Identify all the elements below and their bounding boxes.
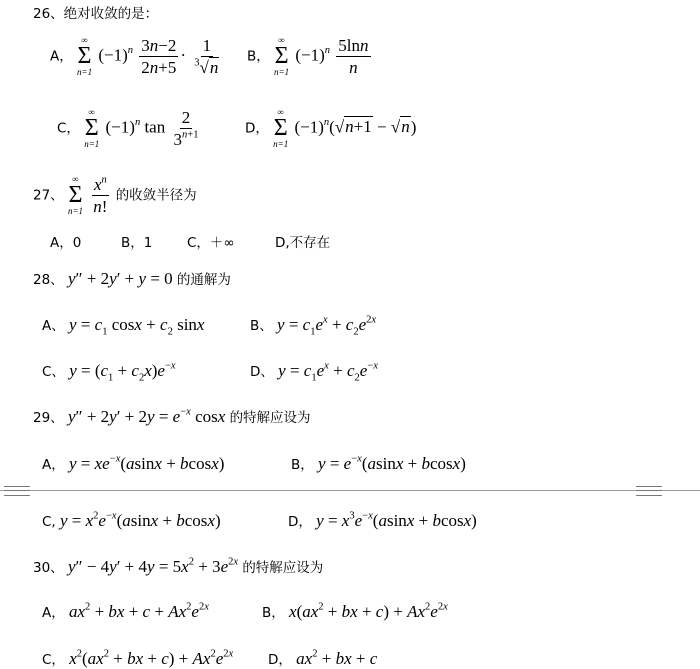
q29-stem: 29、 $y'' + 2y' + 2y = e^{-x}$ cosx 的特解应设为 bbox=[33, 406, 311, 426]
q26-option-c: C， ∞ Σ n=1 $(-1)^n$ tan $\frac{2}{3^{n+1}}$ bbox=[57, 107, 199, 149]
sum-symbol: ∞ Σ n=1 bbox=[274, 35, 290, 77]
q27-stem bbox=[33, 175, 197, 216]
sum-symbol: ∞ Σ n=1 bbox=[67, 174, 84, 216]
q30-option-d: D， $ax^2$ + bx + c bbox=[268, 648, 378, 668]
q27-option-d: D,不存在 bbox=[275, 235, 331, 251]
sum-symbol: ∞ Σ n=1 bbox=[77, 35, 93, 77]
fraction: $\frac{x^n}{n!}$ bbox=[93, 174, 108, 216]
q28-option-c: C、 $y = (c_1 + c_2x)e^{-x}$ bbox=[42, 360, 176, 384]
q26-option-a: A， ∞ Σ n=1 $(-1)^n$ $\frac{3n-2}{2n+5}$ · $\frac{1}{^3√n}$ bbox=[50, 36, 223, 77]
q29-d-label: D， bbox=[288, 514, 312, 530]
page-break-mark-right bbox=[636, 486, 662, 496]
q30-stem: 30、 $y'' - 4y' + 4y = 5x^2 + 3e^{2x}$ 的特解应设为 bbox=[33, 556, 324, 576]
sum-symbol: ∞ Σ n=1 bbox=[273, 107, 289, 149]
q27-option-c: C，＋∞ bbox=[187, 235, 235, 251]
fraction: $\frac{2}{3^{n+1}}$ bbox=[173, 107, 199, 149]
sum-symbol: ∞ Σ n=1 bbox=[84, 107, 100, 149]
q26-option-b: B， ∞ Σ n=1 $(-1)^n$ $\frac{5\ln n}{n}$ bbox=[247, 35, 369, 77]
q27-option-a: A，0 bbox=[50, 235, 82, 251]
q30-text: 的特解应设为 bbox=[242, 560, 324, 576]
q28-number: 28、 bbox=[33, 272, 64, 288]
q30-c-label: C， bbox=[42, 652, 65, 668]
q27-option-b: B，1 bbox=[121, 235, 153, 251]
q28-option-d: D、 $y = c_1e^x + c_2e^{-x}$ bbox=[250, 360, 378, 384]
fraction: $\frac{1}{^3√n}$ bbox=[194, 35, 219, 77]
q27-text: 的收敛半径为 bbox=[115, 187, 197, 204]
q29-option-a: A， $y = xe^{-x}(asinx + bcosx)$ bbox=[42, 453, 225, 473]
q28-stem: 28、 y″ + 2y′ + y = 0 的通解为 bbox=[33, 269, 231, 288]
q29-option-c: C, $y = x^2e^{-x}(asinx + bcosx)$ bbox=[42, 510, 221, 530]
q29-b-label: B， bbox=[291, 457, 314, 473]
q26-c-label: C， bbox=[57, 120, 80, 137]
page-break-mark-left bbox=[4, 486, 30, 496]
q26-a-label: A， bbox=[50, 48, 73, 65]
fraction: $\frac{3n-2}{2n+5}$ bbox=[141, 35, 177, 77]
q26-d-label: D， bbox=[245, 120, 269, 137]
q26-stem: 26、绝对收敛的是： bbox=[33, 6, 159, 22]
q30-b-label: B， bbox=[262, 605, 285, 621]
q29-option-d: D， $y = x^3e^{-x}(asinx + bcosx)$ bbox=[288, 510, 477, 530]
q30-number: 30、 bbox=[33, 560, 64, 576]
q30-option-c: C， $x^2(ax^2$ + bx + $c) + Ax^2e^{2x}$ bbox=[42, 648, 234, 668]
q29-a-label: A， bbox=[42, 457, 65, 473]
page-break-line bbox=[0, 490, 700, 491]
q30-d-label: D， bbox=[268, 652, 292, 668]
q28-b-label: B、 bbox=[250, 318, 273, 334]
q29-text: 的特解应设为 bbox=[229, 410, 311, 426]
q27-number: 27、 bbox=[33, 187, 64, 204]
q28-text: 的通解为 bbox=[176, 272, 231, 288]
q28-a-label: A、 bbox=[42, 318, 65, 334]
q29-c-label: C, bbox=[42, 514, 56, 530]
fraction: $\frac{5\ln n}{n}$ bbox=[338, 35, 369, 77]
q29-number: 29、 bbox=[33, 410, 64, 426]
q30-a-label: A， bbox=[42, 605, 65, 621]
q26-b-label: B， bbox=[247, 48, 270, 65]
q28-option-a: A、 $y = c_1$ $\cos x + c_2$ sinx bbox=[42, 315, 205, 338]
q28-d-label: D、 bbox=[250, 364, 274, 380]
q30-option-a: A， $ax^2$ + bx + $c + Ax^2e^{2x}$ bbox=[42, 601, 209, 621]
q26-option-d: D， ∞ Σ n=1 $(-1)^n(√n+1 - √n)$ bbox=[245, 107, 417, 149]
q28-option-b: B、 $y = c_1e^x + c_2e^{2x}$ bbox=[250, 314, 377, 338]
q29-option-b: B， $y = e^{-x}(asinx + bcosx)$ bbox=[291, 453, 466, 473]
q28-c-label: C、 bbox=[42, 364, 65, 380]
q30-option-b: B， $x(ax^2$ + bx + $c) + Ax^2e^{2x}$ bbox=[262, 601, 448, 621]
